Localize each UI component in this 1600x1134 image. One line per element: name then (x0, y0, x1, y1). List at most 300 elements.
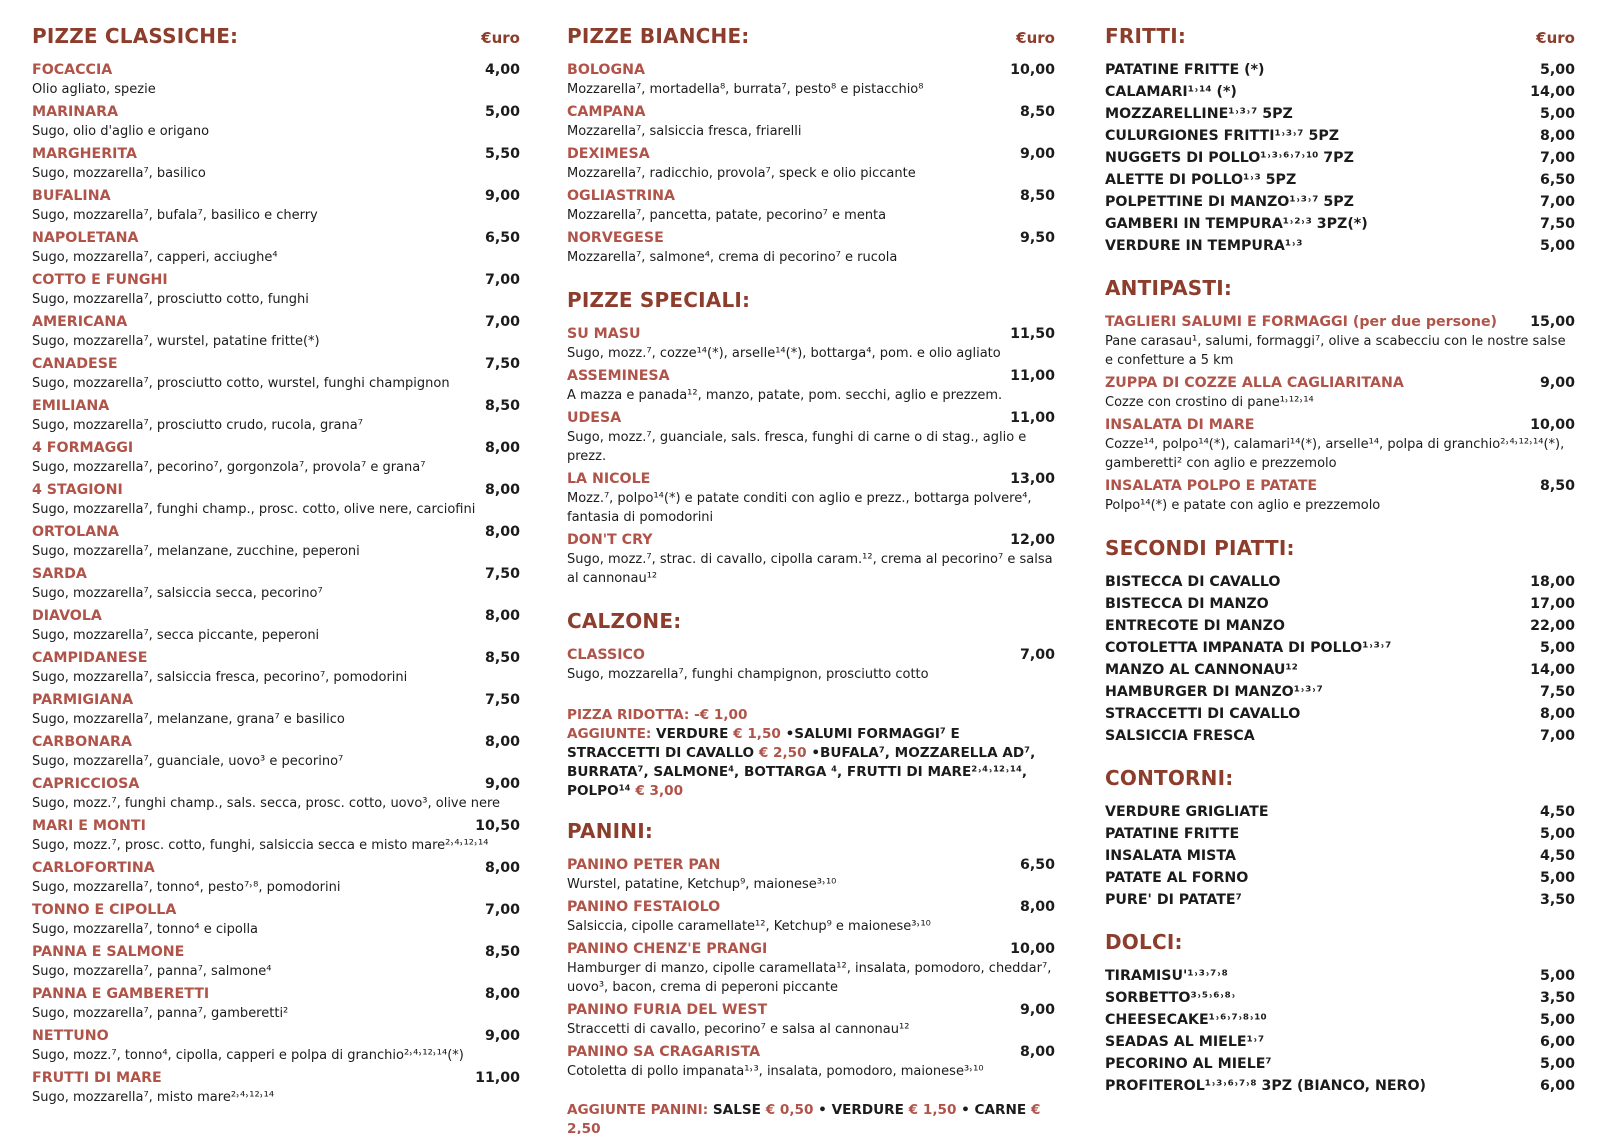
menu-item (32, 942, 520, 981)
menu-item-row (1105, 192, 1575, 212)
menu-item-name: FRUTTI DI MARE (32, 1070, 162, 1086)
menu-item (567, 324, 1055, 363)
section-header-calzone (567, 609, 1055, 643)
menu-item-price: 5,00 (1539, 1012, 1575, 1028)
menu-item-row (32, 732, 520, 752)
menu-item-description: Sugo, mozz.⁷, tonno⁴, cipolla, capperi e polpa di granchio²˒⁴˒¹²˒¹⁴(*) (32, 1048, 464, 1063)
menu-item-price: 5,00 (1539, 62, 1575, 78)
menu-item-price: 8,00 (484, 482, 520, 498)
menu-item-name: SEADAS AL MIELE¹˒⁷ (1105, 1034, 1265, 1050)
menu-item-row (1105, 1032, 1575, 1052)
menu-item (32, 648, 520, 687)
menu-item-description: Sugo, mozzarella⁷, misto mare²˒⁴˒¹²˒¹⁴ (32, 1090, 275, 1105)
menu-item-name: DIAVOLA (32, 608, 102, 624)
menu-item-row (567, 855, 1055, 875)
menu-item-row (1105, 846, 1575, 866)
menu-item-row (32, 900, 520, 920)
menu-item-row (1105, 824, 1575, 844)
menu-item-row (32, 606, 520, 626)
menu-item-price: 10,00 (1010, 941, 1055, 957)
menu-item-name: DEXIMESA (567, 146, 650, 162)
menu-item (32, 228, 520, 267)
menu-item (1105, 476, 1575, 515)
menu-item-name: ENTRECOTE DI MANZO (1105, 618, 1285, 634)
menu-item-description: Sugo, mozzarella⁷, pecorino⁷, gorgonzola⁷, provola⁷ e grana⁷ (32, 460, 426, 475)
menu-item-name: BUFALINA (32, 188, 111, 204)
menu-item (32, 312, 520, 351)
menu-item-row (567, 102, 1055, 122)
menu-item (567, 186, 1055, 225)
menu-item-row (1105, 60, 1575, 80)
menu-item-row (1105, 726, 1575, 746)
column-bianche-speciali (567, 24, 1055, 1134)
section-title: DOLCI: (1105, 930, 1183, 954)
menu-item (1105, 192, 1575, 212)
aggiunte-salumi: •SALUMI FORMAGGI⁷ E STRACCETTI DI CAVALLO (567, 726, 960, 761)
menu-item (567, 469, 1055, 527)
menu-item-name: SALSICCIA FRESCA (1105, 728, 1255, 744)
aggiunte-panini-label: AGGIUNTE PANINI: (567, 1102, 709, 1118)
section-header-fritti (1105, 24, 1575, 58)
aggiunte-panini (567, 1101, 1055, 1134)
aggiunte-verdure-price: € 1,50 (733, 726, 781, 742)
menu-item-row (1105, 415, 1575, 435)
menu-item-row (32, 438, 520, 458)
menu-item-row (567, 530, 1055, 550)
menu-item (1105, 82, 1575, 102)
menu-item-row (32, 690, 520, 710)
menu-item-description: Sugo, mozzarella⁷, tonno⁴, pesto⁷˒⁸, pomodorini (32, 880, 341, 895)
menu-item-price: 4,50 (1539, 848, 1575, 864)
section-header-classiche (32, 24, 520, 58)
menu-item-price: 8,00 (484, 734, 520, 750)
menu-item-description: Mozzarella⁷, salsiccia fresca, friarelli (567, 124, 802, 139)
menu-item-name: CHEESECAKE¹˒⁶˒⁷˒⁸˒¹⁰ (1105, 1012, 1267, 1028)
menu-item (32, 774, 520, 813)
menu-item-name: INSALATA MISTA (1105, 848, 1236, 864)
menu-item (1105, 373, 1575, 412)
menu-item-description: Sugo, mozzarella⁷, panna⁷, salmone⁴ (32, 964, 272, 979)
menu-item-price: 5,00 (484, 104, 520, 120)
menu-item-price: 5,00 (1539, 1056, 1575, 1072)
menu-item-name: PANINO PETER PAN (567, 857, 721, 873)
menu-item-name: MANZO AL CANNONAU¹² (1105, 662, 1298, 678)
menu-list (567, 324, 1055, 588)
menu-item-name: PARMIGIANA (32, 692, 134, 708)
menu-item-row (32, 228, 520, 248)
menu-item (1105, 660, 1575, 680)
menu-item-name: PECORINO AL MIELE⁷ (1105, 1056, 1272, 1072)
menu-item-description: Sugo, mozzarella⁷, panna⁷, gamberetti² (32, 1006, 289, 1021)
ridotta-text: PIZZA RIDOTTA: -€ 1,00 (567, 707, 748, 723)
menu-item-name: SORBETTO³˒⁵˒⁶˒⁸˒ (1105, 990, 1237, 1006)
menu-item (32, 1026, 520, 1065)
aggiunte-label: AGGIUNTE: (567, 726, 652, 742)
currency-label: €uro (1536, 29, 1575, 47)
menu-item-name: INSALATA DI MARE (1105, 417, 1255, 433)
menu-item-description: Sugo, mozzarella⁷, tonno⁴ e cipolla (32, 922, 259, 937)
menu-item (32, 732, 520, 771)
menu-item-name: POLPETTINE DI MANZO¹˒³˒⁷ 5PZ (1105, 194, 1354, 210)
menu-item-row (567, 60, 1055, 80)
menu-item-row (32, 984, 520, 1004)
menu-item (32, 1068, 520, 1107)
menu-item-description: Sugo, mozz.⁷, funghi champ., sals. secca, prosc. cotto, uovo³, olive nere (32, 796, 501, 811)
section-header-speciali (567, 288, 1055, 322)
menu-item-row (1105, 616, 1575, 636)
section-header-bianche (567, 24, 1055, 58)
menu-item-description: Hamburger di manzo, cipolle caramellata¹², insalata, pomodoro, cheddar⁷, uovo³, bacon, crema di peperoni piccante (567, 961, 1052, 995)
menu-item-name: LA NICOLE (567, 471, 651, 487)
menu-item-name: MARI E MONTI (32, 818, 146, 834)
menu-item-row (1105, 890, 1575, 910)
menu-item-name: PATATE AL FORNO (1105, 870, 1249, 886)
menu-item-row (32, 144, 520, 164)
menu-item-description: Cozze con crostino di pane¹˒¹²˒¹⁴ (1105, 395, 1314, 410)
section-title: PIZZE CLASSICHE: (32, 24, 239, 48)
menu-item-name: COTTO E FUNGHI (32, 272, 168, 288)
menu-item-row (32, 564, 520, 584)
menu-item-description: Sugo, mozzarella⁷, basilico (32, 166, 206, 181)
menu-item-price: 14,00 (1530, 84, 1575, 100)
menu-item-row (567, 645, 1055, 665)
menu-item-price: 11,00 (1010, 368, 1055, 384)
menu-item-row (32, 858, 520, 878)
menu-item (567, 1042, 1055, 1081)
column-fritti-dolci (1105, 24, 1575, 1098)
menu-item-name: OGLIASTRINA (567, 188, 675, 204)
menu-item (567, 228, 1055, 267)
menu-item-description: Sugo, mozzarella⁷, prosciutto cotto, funghi (32, 292, 309, 307)
menu-item-price: 13,00 (1010, 471, 1055, 487)
menu-item-price: 5,50 (484, 146, 520, 162)
section-title: PANINI: (567, 819, 654, 843)
carne-price: € 2,50 (567, 1102, 1041, 1134)
menu-item-row (1105, 660, 1575, 680)
menu-item-name: ORTOLANA (32, 524, 119, 540)
menu-item-name: PANINO FURIA DEL WEST (567, 1002, 768, 1018)
section-header-antipasti (1105, 276, 1575, 310)
menu-item-name: CAPRICCIOSA (32, 776, 140, 792)
menu-item-description: Mozzarella⁷, radicchio, provola⁷, speck e olio piccante (567, 166, 916, 181)
menu-item-name: PATATINE FRITTE (1105, 826, 1240, 842)
menu-item-description: Mozzarella⁷, pancetta, patate, pecorino⁷ e menta (567, 208, 887, 223)
menu-item (32, 564, 520, 603)
menu-item-description: Sugo, mozzarella⁷, bufala⁷, basilico e cherry (32, 208, 318, 223)
menu-item-price: 5,00 (1539, 826, 1575, 842)
menu-item-price: 8,00 (1019, 1044, 1055, 1060)
menu-item-name: TIRAMISU'¹˒³˒⁷˒⁸ (1105, 968, 1228, 984)
section-title: CONTORNI: (1105, 766, 1234, 790)
menu-item-description: Sugo, mozzarella⁷, melanzane, zucchine, peperoni (32, 544, 360, 559)
menu-item (1105, 312, 1575, 370)
menu-item-price: 8,00 (484, 608, 520, 624)
menu-item-description: Mozz.⁷, polpo¹⁴(*) e patate conditi con aglio e prezz., bottarga polvere⁴, fantasia di pomodorini (567, 491, 1032, 525)
menu-item (1105, 126, 1575, 146)
menu-item-description: Sugo, mozz.⁷, prosc. cotto, funghi, salsiccia secca e misto mare²˒⁴˒¹²˒¹⁴ (32, 838, 489, 853)
menu-item-price: 3,50 (1539, 892, 1575, 908)
menu-item-price: 11,00 (475, 1070, 520, 1086)
menu-item-row (32, 312, 520, 332)
menu-item (1105, 60, 1575, 80)
menu-item-price: 11,00 (1010, 410, 1055, 426)
menu-item (1105, 236, 1575, 256)
menu-item (1105, 846, 1575, 866)
menu-item-name: AMERICANA (32, 314, 128, 330)
menu-item-name: SU MASU (567, 326, 641, 342)
menu-item-row (32, 942, 520, 962)
menu-item (567, 408, 1055, 466)
menu-item-name: BISTECCA DI CAVALLO (1105, 574, 1281, 590)
menu-item-price: 9,50 (1019, 230, 1055, 246)
menu-item-description: Cozze¹⁴, polpo¹⁴(*), calamari¹⁴(*), arselle¹⁴, polpa di granchio²˒⁴˒¹²˒¹⁴(*), gamberetti² con aglio e prezzemolo (1105, 437, 1565, 471)
menu-item (1105, 1010, 1575, 1030)
menu-list (567, 855, 1055, 1081)
menu-item-description: Sugo, mozzarella⁷, salsiccia fresca, pecorino⁷, pomodorini (32, 670, 408, 685)
menu-item (1105, 170, 1575, 190)
menu-item-row (1105, 236, 1575, 256)
menu-item-description: Sugo, mozzarella⁷, prosciutto crudo, rucola, grana⁷ (32, 418, 363, 433)
menu-item-name: PANINO CHENZ'E PRANGI (567, 941, 768, 957)
menu-item-row (1105, 148, 1575, 168)
menu-item (567, 897, 1055, 936)
menu-item-row (32, 270, 520, 290)
menu-item (1105, 104, 1575, 124)
menu-item (32, 144, 520, 183)
menu-item-description: Sugo, mozzarella⁷, funghi champ., prosc. cotto, olive nere, carciofini (32, 502, 476, 517)
menu-item-name: INSALATA POLPO E PATATE (1105, 478, 1318, 494)
menu-item-price: 5,00 (1539, 968, 1575, 984)
menu-item-price: 6,50 (1019, 857, 1055, 873)
menu-item (1105, 594, 1575, 614)
menu-item-name: SARDA (32, 566, 87, 582)
menu-item (1105, 1076, 1575, 1096)
menu-item-row (567, 1042, 1055, 1062)
menu-item-row (32, 186, 520, 206)
menu-item-row (32, 522, 520, 542)
aggiunte-salumi-price: € 2,50 (758, 745, 807, 761)
menu-item-price: 7,00 (1539, 150, 1575, 166)
menu-item-row (1105, 868, 1575, 888)
menu-item-name: VERDURE IN TEMPURA¹˒³ (1105, 238, 1303, 254)
section-header-secondi (1105, 536, 1575, 570)
menu-item-row (567, 939, 1055, 959)
section-title: PIZZE BIANCHE: (567, 24, 750, 48)
menu-item-price: 8,00 (1539, 128, 1575, 144)
menu-item-price: 5,00 (1539, 238, 1575, 254)
menu-item-name: ASSEMINESA (567, 368, 670, 384)
menu-item-description: Sugo, mozz.⁷, guanciale, sals. fresca, funghi di carne o di stag., aglio e prezz. (567, 430, 1027, 464)
menu-item-price: 8,50 (1539, 478, 1575, 494)
menu-item-price: 7,50 (1539, 684, 1575, 700)
menu-item (32, 984, 520, 1023)
menu-item-row (567, 469, 1055, 489)
menu-item (1105, 415, 1575, 473)
menu-item-row (32, 816, 520, 836)
menu-item-description: Polpo¹⁴(*) e patate con aglio e prezzemolo (1105, 498, 1381, 513)
aggiunte-pizze (567, 725, 1055, 801)
menu-item-name: CAMPIDANESE (32, 650, 148, 666)
menu-item-row (1105, 373, 1575, 393)
section-title: ANTIPASTI: (1105, 276, 1233, 300)
pizza-ridotta (567, 706, 1055, 725)
section-header-panini (567, 819, 1055, 853)
menu-item (32, 438, 520, 477)
menu-item (567, 1000, 1055, 1039)
salse-label: SALSE (712, 1102, 761, 1118)
aggiunte-bufala-price: € 3,00 (635, 783, 684, 799)
menu-item-description: Sugo, mozzarella⁷, guanciale, uovo³ e pecorino⁷ (32, 754, 344, 769)
menu-item-price: 12,00 (1010, 532, 1055, 548)
column-classiche (32, 24, 520, 1110)
menu-item-name: MOZZARELLINE¹˒³˒⁷ 5PZ (1105, 106, 1293, 122)
menu-item (32, 354, 520, 393)
menu-item-description: Sugo, mozzarella⁷, capperi, acciughe⁴ (32, 250, 278, 265)
menu-item-name: COTOLETTA IMPANATA DI POLLO¹˒³˒⁷ (1105, 640, 1392, 656)
menu-item-row (1105, 638, 1575, 658)
menu-item-name: CALAMARI¹˒¹⁴ (*) (1105, 84, 1237, 100)
menu-item-price: 9,00 (1019, 1002, 1055, 1018)
menu-item-name: NUGGETS DI POLLO¹˒³˒⁶˒⁷˒¹⁰ 7PZ (1105, 150, 1354, 166)
menu-item-price: 9,00 (1019, 146, 1055, 162)
menu-item (1105, 824, 1575, 844)
menu-item (1105, 802, 1575, 822)
menu-item-name: PANNA E GAMBERETTI (32, 986, 210, 1002)
menu-item-row (1105, 1076, 1575, 1096)
menu-item-description: Sugo, mozzarella⁷, wurstel, patatine fritte(*) (32, 334, 320, 349)
menu-item-price: 9,00 (1539, 375, 1575, 391)
menu-item-row (1105, 572, 1575, 592)
menu-item-row (567, 897, 1055, 917)
menu-item-description: Sugo, olio d'aglio e origano (32, 124, 210, 139)
menu-item-price: 6,00 (1539, 1034, 1575, 1050)
menu-item-row (32, 480, 520, 500)
menu-item-price: 14,00 (1530, 662, 1575, 678)
menu-item (567, 144, 1055, 183)
menu-item-name: TAGLIERI SALUMI E FORMAGGI (per due persone) (1105, 314, 1498, 330)
section-title: PIZZE SPECIALI: (567, 288, 751, 312)
menu-list (567, 60, 1055, 267)
menu-item-row (32, 60, 520, 80)
menu-item (1105, 868, 1575, 888)
menu-item-description: Salsiccia, cipolle caramellate¹², Ketchup⁹ e maionese³˒¹⁰ (567, 919, 931, 934)
menu-item-description: Wurstel, patatine, Ketchup⁹, maionese³˒¹⁰ (567, 877, 837, 892)
menu-item-price: 8,00 (484, 986, 520, 1002)
menu-item-price: 8,50 (484, 398, 520, 414)
menu-item-price: 6,00 (1539, 1078, 1575, 1094)
menu-item (32, 606, 520, 645)
menu-item (1105, 214, 1575, 234)
menu-item-row (1105, 988, 1575, 1008)
aggiunte-bufala: •BUFALA⁷, MOZZARELLA AD⁷, BURRATA⁷, SALMONE⁴, BOTTARGA ⁴, FRUTTI DI MARE²˒⁴˒¹²˒¹⁴, POLPO¹⁴ (567, 745, 1036, 799)
menu-item-row (32, 354, 520, 374)
menu-item-name: CAMPANA (567, 104, 646, 120)
menu-item-name: PANNA E SALMONE (32, 944, 185, 960)
section-title: SECONDI PIATTI: (1105, 536, 1295, 560)
menu-item-description: A mazza e panada¹², manzo, patate, pom. secchi, aglio e prezzem. (567, 388, 1003, 403)
menu-item-row (1105, 104, 1575, 124)
menu-item-name: BISTECCA DI MANZO (1105, 596, 1269, 612)
menu-item-price: 10,00 (1530, 417, 1575, 433)
menu-item (32, 480, 520, 519)
menu-item (32, 816, 520, 855)
menu-item-price: 8,00 (484, 440, 520, 456)
menu-item-name: DON'T CRY (567, 532, 653, 548)
menu-item (567, 366, 1055, 405)
menu-item-price: 8,00 (1019, 899, 1055, 915)
menu-item-row (1105, 476, 1575, 496)
menu-item-description: Cotoletta di pollo impanata¹˒³, insalata, pomodoro, maionese³˒¹⁰ (567, 1064, 984, 1079)
menu-item-price: 8,00 (484, 860, 520, 876)
menu-item-name: CANADESE (32, 356, 118, 372)
menu-item-name: ZUPPA DI COZZE ALLA CAGLIARITANA (1105, 375, 1404, 391)
menu-item (1105, 988, 1575, 1008)
menu-list (1105, 312, 1575, 515)
menu-item-price: 8,50 (484, 944, 520, 960)
menu-item-price: 15,00 (1530, 314, 1575, 330)
menu-item-name: PATATINE FRITTE (*) (1105, 62, 1265, 78)
menu-item-row (567, 1000, 1055, 1020)
menu-item (1105, 572, 1575, 592)
menu-item-row (1105, 1010, 1575, 1030)
menu-item-price: 6,50 (1539, 172, 1575, 188)
menu-item-price: 9,00 (484, 776, 520, 792)
menu-item-row (32, 774, 520, 794)
menu-item-name: NAPOLETANA (32, 230, 139, 246)
menu-item-price: 3,50 (1539, 990, 1575, 1006)
menu-item-price: 7,50 (484, 692, 520, 708)
menu-item-row (1105, 704, 1575, 724)
currency-label: €uro (481, 29, 520, 47)
menu-item-name: BOLOGNA (567, 62, 645, 78)
menu-item-row (1105, 594, 1575, 614)
verdure-label: • VERDURE (818, 1102, 904, 1118)
menu-item-row (1105, 214, 1575, 234)
menu-item (32, 270, 520, 309)
menu-item-description: Pane carasau¹, salumi, formaggi⁷, olive a scabecciu con le nostre salse e confetture a 5 km (1105, 334, 1566, 368)
menu-item-row (32, 396, 520, 416)
menu-item-price: 8,00 (484, 524, 520, 540)
menu-item (32, 858, 520, 897)
menu-list (32, 60, 520, 1107)
section-title: FRITTI: (1105, 24, 1187, 48)
menu-item-name: 4 FORMAGGI (32, 440, 134, 456)
menu-item (1105, 704, 1575, 724)
menu-item-price: 9,00 (484, 188, 520, 204)
menu-item (1105, 638, 1575, 658)
menu-item-row (32, 648, 520, 668)
menu-item-price: 5,00 (1539, 870, 1575, 886)
menu-item-name: ALETTE DI POLLO¹˒³ 5PZ (1105, 172, 1297, 188)
menu-item-name: STRACCETTI DI CAVALLO (1105, 706, 1301, 722)
menu-item-price: 4,50 (1539, 804, 1575, 820)
menu-item (567, 855, 1055, 894)
menu-item-price: 9,00 (484, 1028, 520, 1044)
menu-item (32, 396, 520, 435)
menu-item-name: NETTUNO (32, 1028, 109, 1044)
menu-item-name: CLASSICO (567, 647, 645, 663)
menu-item-row (1105, 82, 1575, 102)
menu-item-price: 18,00 (1530, 574, 1575, 590)
menu-item-price: 7,50 (1539, 216, 1575, 232)
menu-list (1105, 966, 1575, 1096)
menu-item-row (1105, 682, 1575, 702)
menu-item-price: 6,50 (484, 230, 520, 246)
menu-list (1105, 60, 1575, 256)
menu-item (1105, 890, 1575, 910)
menu-list (567, 645, 1055, 684)
menu-item-row (32, 102, 520, 122)
